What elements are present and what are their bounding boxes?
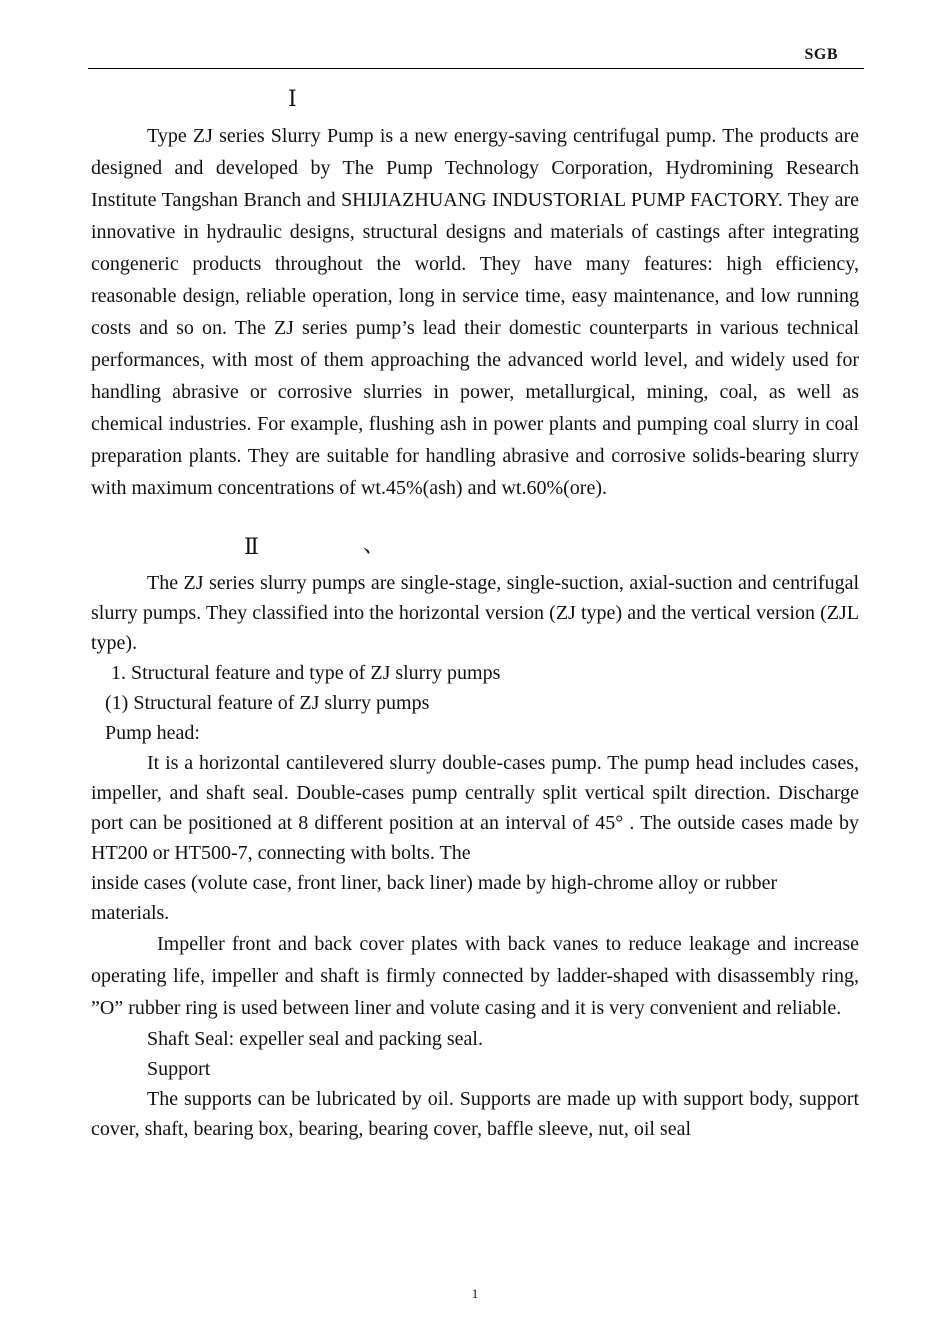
impeller-paragraph: Impeller front and back cover plates with back vanes to reduce leakage and increase operating life, impeller and shaft is firmly connected by ladder-shaped with disassembly ring, ”O” rubber ring is used between liner and volute casing and it is very convenient and reliable. (91, 933, 859, 1019)
header-rule (88, 68, 864, 69)
support-label: Support (147, 1058, 211, 1080)
pump-head-paragraph: It is a horizontal cantilevered slurry double-cases pump. The pump head includes cases, impeller, and shaft seal. Double-cases pump centrally split vertical spilt direction. Discharge port can be positioned at 8 different position at an interval of 45° . The outside cases made by HT200 or HT500-7, connecting with bolts. The (91, 752, 859, 864)
structural-feature-heading: 1. Structural feature and type of ZJ slurry pumps (111, 662, 501, 684)
header-tag: SGB (804, 46, 838, 63)
shaft-seal-line: Shaft Seal: expeller seal and packing seal. (147, 1028, 483, 1050)
support-paragraph: The supports can be lubricated by oil. Supports are made up with support body, support cover, shaft, bearing box, bearing, bearing cover, baffle sleeve, nut, oil seal (91, 1088, 859, 1140)
section-2-title (91, 534, 859, 568)
page-number: 1 (471, 1286, 479, 1301)
pump-head-label: Pump head: (105, 722, 200, 744)
pump-head-paragraph-overflow-line: inside cases (volute case, front liner, back liner) made by high-chrome alloy or rubber (91, 872, 778, 894)
document-body (91, 86, 859, 1144)
structural-feature-subheading: (1) Structural feature of ZJ slurry pumps (105, 692, 430, 714)
section-2-numeral: Ⅱ (244, 534, 259, 559)
section-1-title (91, 86, 859, 120)
section-2-intro: The ZJ series slurry pumps are single-stage, single-suction, axial-suction and centrifugal slurry pumps. They classified into the horizontal version (ZJ type) and the vertical version (ZJL type). (91, 572, 859, 654)
pump-head-paragraph-tail: materials. (91, 902, 170, 924)
section-2-mark: 、 (363, 532, 386, 557)
section-1-paragraph: Type ZJ series Slurry Pump is a new energy-saving centrifugal pump. The products are designed and developed by The Pump Technology Corporation, Hydromining Research Institute Tangshan Branch and SHIJIAZHUANG INDUSTORIAL PUMP FACTORY. They are innovative in hydraulic designs, structural designs and materials of castings after integrating congeneric products throughout the world. They have many features: high efficiency, reasonable design, reliable operation, long in service time, easy maintenance, and low running costs and so on. The ZJ series pump’s lead their domestic counterparts in various technical performances, with most of them approaching the advanced world level, and widely used for handling abrasive or corrosive slurries in power, metallurgical, mining, coal, as well as chemical industries. For example, flushing ash in power plants and pumping coal slurry in coal preparation plants. They are suitable for handling abrasive and corrosive solids-bearing slurry with maximum concentrations of wt.45%(ash) and wt.60%(ore). (91, 125, 859, 499)
section-1-numeral: Ⅰ (288, 86, 297, 111)
